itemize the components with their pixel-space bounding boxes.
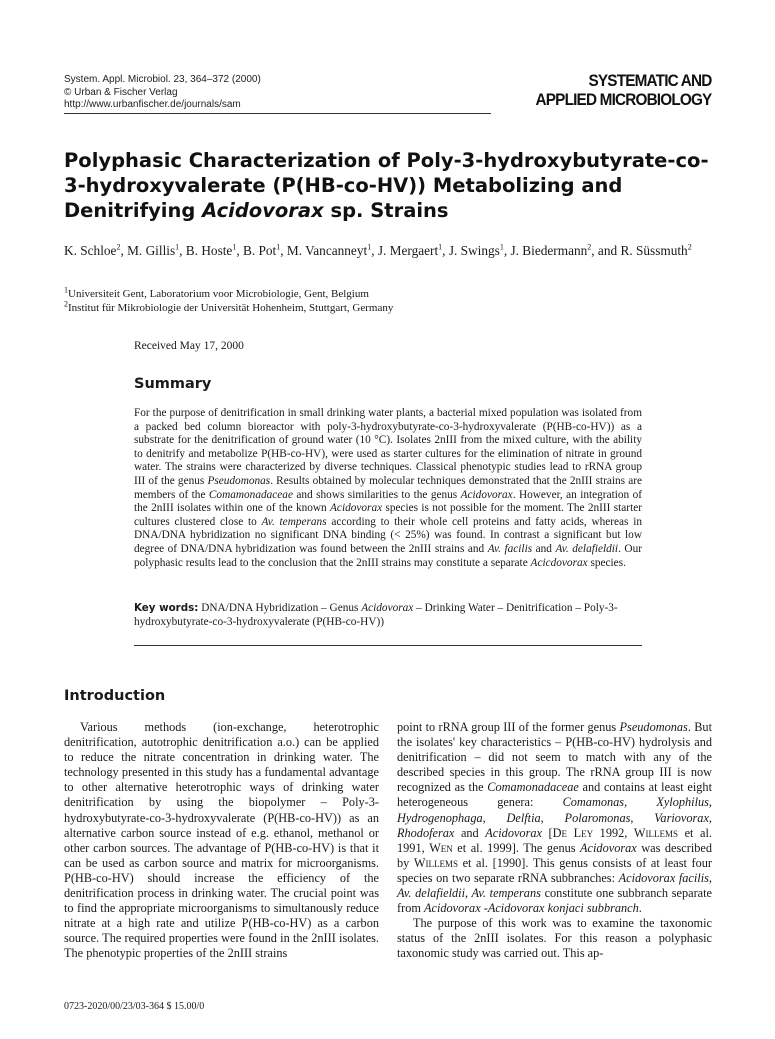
introduction-heading: Introduction (64, 688, 166, 704)
intro-paragraph: point to rRNA group III of the former genus Pseudomonas. But the isolates' key characteristics – P(HB-co-HV) hydrolysis and denitrification – did not seem to match with any of the described species in this group. The rRNA group III is now recognized as the Comamonadaceae and contains at least eight heterogeneous genera: Comamonas, Xylophilus, Hydrogenophaga, Delftia, Polaromonas, Variovorax, Rhodoferax and Acidovorax [De Ley 1992, Willems et al. 1991, Wen et al. 1999]. The genus Acidovorax was described by Willems et al. [1990]. This genus consists of at least four species on two separate rRNA subbranches: Acidovorax facilis, Av. delafieldii, Av. temperans constitute one subbranch separate from Acidovorax -Acidovorax konjaci subbranch. (397, 720, 712, 916)
affiliation: $^2$Institut für Mikrobiologie der Universität Hohenheim, Stuttgart, Germany (64, 299, 394, 314)
author: B. Hoste$^1$ (185, 242, 237, 258)
author: J. Biedermann$^2$ (510, 242, 592, 258)
keywords-divider (134, 645, 642, 646)
affiliation: $^1$Universiteit Gent, Laboratorium voor Microbiologie, Gent, Belgium (64, 285, 369, 300)
intro-paragraph: The purpose of this work was to examine the taxonomic status of the 2nIII isolates. For this reason a polyphasic taxonomic study was carried out. This ap- (397, 916, 712, 961)
author: J. Mergaert$^1$ (377, 242, 443, 258)
author: K. Schloe$^2$ (64, 242, 121, 258)
author: M. Gillis$^1$ (127, 242, 180, 258)
author-list: K. Schloe$^2$, M. Gillis$^1$, B. Hoste$^1$, B. Pot$^1$, M. Vancanneyt$^1$, J. Mergaert$^1$, J. Swings$^1$, J. Biedermann$^2$, and R. Süssmuth$^2$ (64, 242, 692, 258)
citation-block (64, 74, 261, 112)
journal-url[interactable]: http://www.urbanfischer.de/journals/sam (64, 99, 241, 110)
header-divider (64, 113, 491, 114)
summary-heading: Summary (134, 376, 212, 392)
received-date: Received May 17, 2000 (134, 340, 244, 352)
author: J. Swings$^1$ (448, 242, 504, 258)
publisher-line: © Urban & Fischer Verlag (64, 86, 178, 98)
affiliations (64, 287, 724, 315)
summary-text: For the purpose of denitrification in small drinking water plants, a bacterial mixed population was isolated from a packed bed column bioreactor with poly-3-hydroxybutyrate-co-3-hydroxyvalerate (P(HB-co-HV)) as a substrate for the denitrification of ground water (10 °C). Isolates 2nIII from the mixed culture, with the ability to denitrify and metabolize P(HB-co-HV), were used as starter cultures for the elimination of nitrate in ground water. The strains were characterized by diverse techniques. Classical phenotypic studies lead to rRNA group III of the genus Pseudomonas. Results obtained by molecular techniques demonstrated that the 2nIII strains are members of the Comamonadaceae and shows similarities to the genus Acidovorax. However, an integration of the 2nIII isolates within one of the known Acidovorax species is not possible for the moment. The 2nIII starter cultures clustered close to Av. temperans according to their whole cell proteins and fatty acids, whereas in DNA/DNA hybridization no significant DNA binding (< 25%) was found. In contrast a significant but low degree of DNA/DNA hybridization was found between the 2nIII strains and Av. facilis and Av. delafieldii. Our polyphasic results lead to the conclusion that the 2nIII strains may constitute a separate Acicdovorax species. (134, 407, 643, 569)
author: M. Vancanneyt$^1$ (286, 242, 372, 258)
keywords-label: Key words: (134, 602, 199, 614)
journal-logo-line2: APPLIED MICROBIOLOGY (535, 90, 711, 109)
journal-logo-line1: SYSTEMATIC AND (588, 71, 711, 90)
footer-code: 0723-2020/00/23/03-364 $ 15.00/0 (64, 1001, 205, 1012)
citation-line: System. Appl. Microbiol. 23, 364–372 (2000) (64, 74, 261, 85)
keywords: Key words: DNA/DNA Hybridization – Genus Acidovorax – Drinking Water – Denitrification – Poly-3-hydroxybutyrate-co-3-hydroxyvalerate (P(HB-co-HV)) (134, 602, 618, 628)
intro-column-right (397, 720, 712, 962)
author: R. Süssmuth$^2$ (620, 242, 692, 258)
journal-logo (535, 71, 711, 109)
intro-column-left (64, 720, 379, 962)
intro-paragraph: Various methods (ion-exchange, heterotrophic denitrification, autotrophic denitrification a.o.) can be applied to reduce the nitrate concentration in drinking water. The technology presented in this study has a fundamental advantage to other alternative heterotrophic ways of drinking water denitrification by using the biopolymer – Poly-3-hydroxybutyrate-co-3-hydroxyvalerate (P(HB-co-HV)) as an alternative carbon source instead of e.g. ethanol, methanol or other carbon sources. The advantage of P(HB-co-HV) is that it can be used as carbon source and matrix for microorganisms. P(HB-co-HV) should increase the efficiency of the denitrification process in drinking water. The crucial point was to find the appropriate microorganisms to simultanously reduce nitrate at a high rate and utilize P(HB-co-HV) as a carbon source. The required properties were found in the 2nIII isolates. The phenotypic properties of the 2nIII strains (64, 720, 379, 961)
article-title: Polyphasic Characterization of Poly-3-hydroxybutyrate-co-3-hydroxyvalerate (P(HB-co-HV)) Metabolizing and Denitrifying Acidovorax sp. Strains (64, 149, 709, 222)
author: B. Pot$^1$ (243, 242, 281, 258)
